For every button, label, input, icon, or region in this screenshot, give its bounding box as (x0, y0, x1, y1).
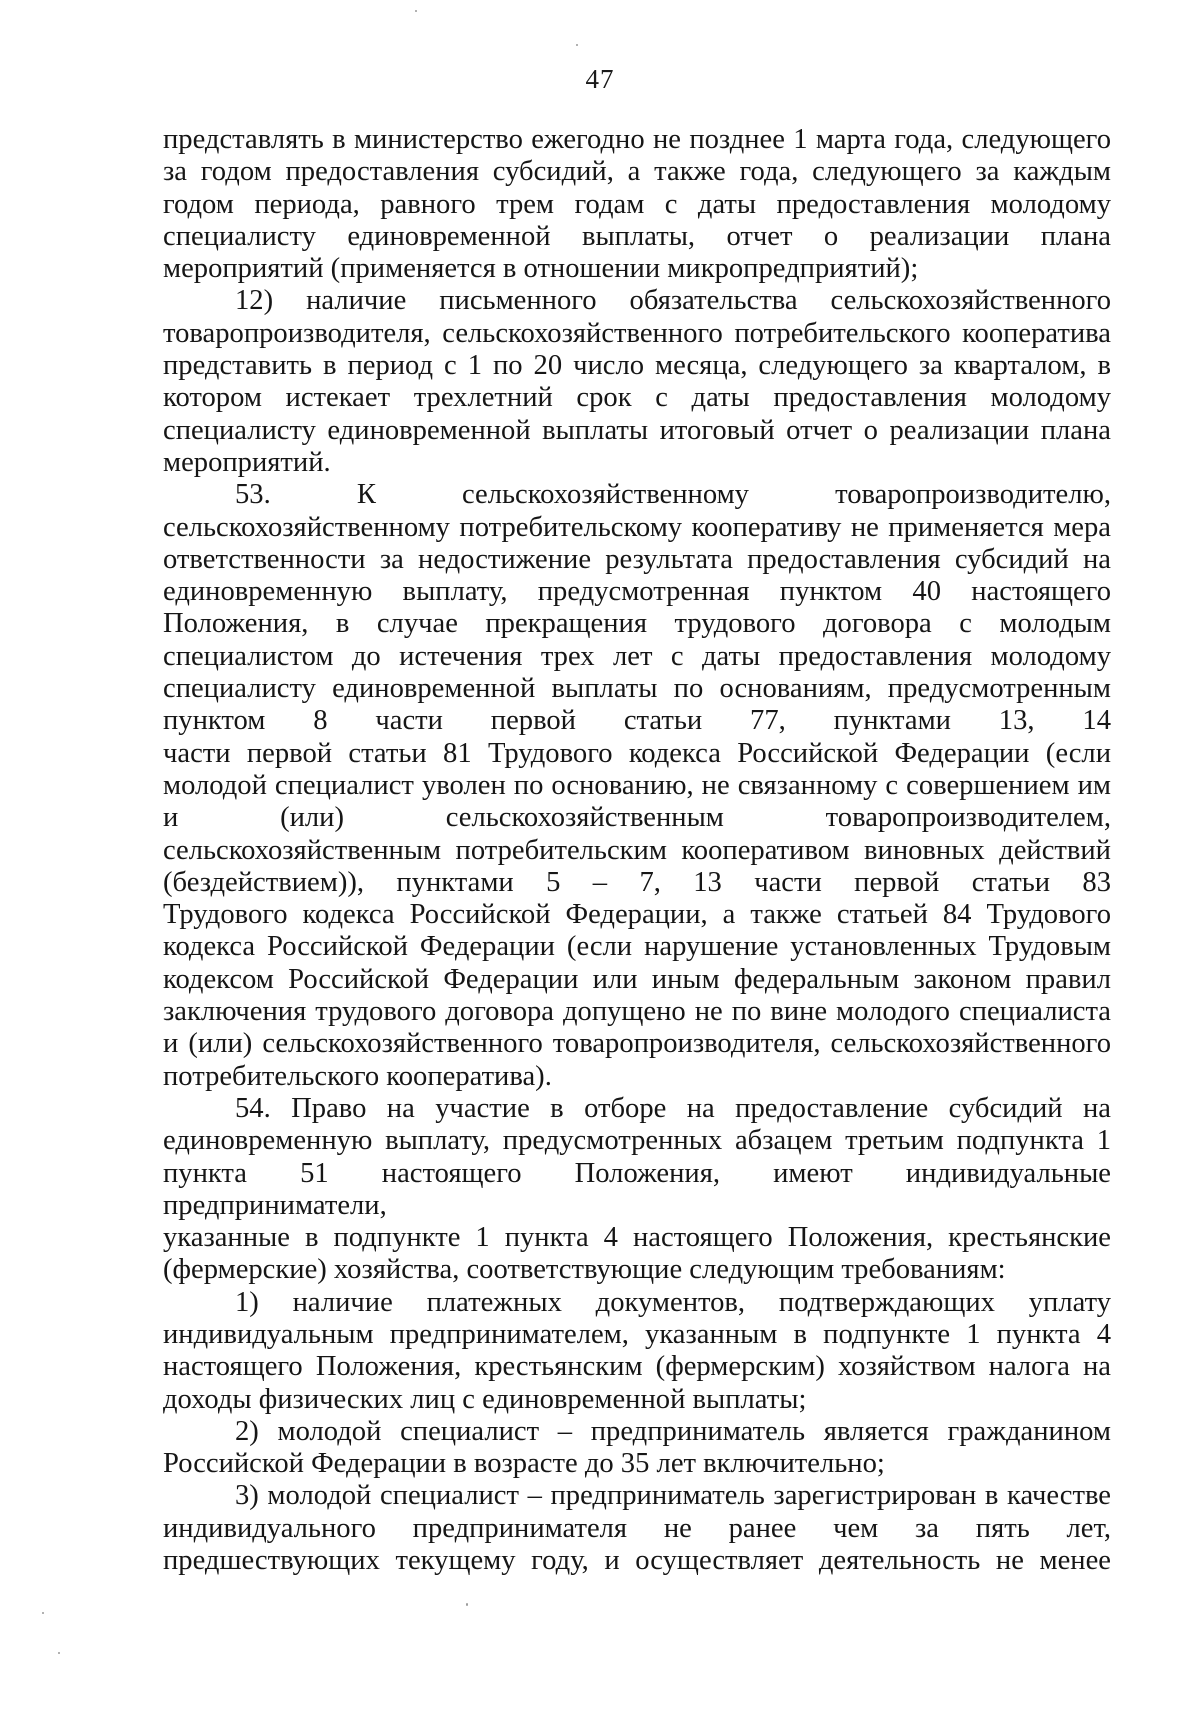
text-line: сельскохозяйственному потребительскому кооперативу не применяется мера (163, 511, 1111, 543)
text-line: котором истекает трехлетний срок с даты предоставления молодому (163, 382, 1111, 414)
paragraph-item-2 (163, 1416, 1111, 1481)
scan-speck (466, 1603, 468, 1606)
text-line: и (или) сельскохозяйственного товаропроизводителя, сельскохозяйственного (163, 1028, 1111, 1060)
text-line: 1) наличие платежных документов, подтверждающих уплату (235, 1286, 1111, 1318)
scan-speck (576, 44, 578, 46)
text-line: кодексом Российской Федерации или иным федеральным законом правил (163, 963, 1111, 995)
text-line: представлять в министерство ежегодно не позднее 1 марта года, следующего (163, 124, 1111, 155)
text-line: предшествующих текущему году, и осуществляет деятельность не менее (163, 1545, 1111, 1577)
text-line: Трудового кодекса Российской Федерации, а также статьей 84 Трудового (163, 899, 1111, 931)
text-line: специалисту единовременной выплаты по основаниям, предусмотренным (163, 673, 1111, 705)
paragraph-item-12 (163, 285, 1111, 479)
text-line: специалистом до истечения трех лет с даты предоставления молодому (163, 640, 1111, 672)
text-line: представить в период с 1 по 20 число месяца, следующего за кварталом, в (163, 350, 1111, 382)
scan-speck (415, 10, 417, 12)
text-line: индивидуальным предпринимателем, указанным в подпункте 1 пункта 4 (163, 1318, 1111, 1350)
text-line: годом периода, равного трем годам с даты предоставления молодому (163, 188, 1111, 220)
paragraph-clause-54 (163, 1093, 1111, 1287)
text-line: за годом предоставления субсидий, а также года, следующего за каждым (163, 156, 1111, 188)
text-line: 12) наличие письменного обязательства сельскохозяйственного (235, 285, 1111, 317)
page-number: 47 (585, 64, 615, 94)
text-line: пунктом 8 части первой статьи 77, пунктами 13, 14 (163, 705, 1111, 737)
text-line: мероприятий (применяется в отношении микропредприятий); (163, 253, 919, 285)
text-line: мероприятий. (163, 446, 331, 478)
document-body (163, 124, 1111, 1577)
text-line: ответственности за недостижение результата предоставления субсидий на (163, 543, 1111, 575)
scan-speck (58, 1652, 60, 1654)
text-line: единовременную выплату, предусмотренных абзацем третьим подпункта 1 (163, 1125, 1111, 1157)
text-line: потребительского кооператива). (163, 1060, 552, 1092)
text-line: Российской Федерации в возрасте до 35 лет включительно; (163, 1448, 885, 1480)
text-line: заключения трудового договора допущено не по вине молодого специалиста (163, 996, 1111, 1028)
text-line: и (или) сельскохозяйственным товаропроизводителем, (163, 802, 1111, 834)
text-line: молодой специалист уволен по основанию, не связанному с совершением им (163, 769, 1111, 801)
text-line: указанные в подпункте 1 пункта 4 настоящего Положения, крестьянские (163, 1222, 1111, 1254)
paragraph-continuation (163, 124, 1111, 285)
paragraph-item-1 (163, 1287, 1111, 1416)
text-line: доходы физических лиц с единовременной выплаты; (163, 1383, 807, 1415)
text-line: настоящего Положения, крестьянским (фермерским) хозяйством налога на (163, 1351, 1111, 1383)
text-line: 53. К сельскохозяйственному товаропроизводителю, (235, 479, 1111, 511)
text-line: товаропроизводителя, сельскохозяйственного потребительского кооператива (163, 317, 1111, 349)
text-line: 2) молодой специалист – предприниматель является гражданином (235, 1415, 1111, 1447)
text-line: части первой статьи 81 Трудового кодекса Российской Федерации (если (163, 737, 1111, 769)
text-line: 3) молодой специалист – предприниматель зарегистрирован в качестве (235, 1480, 1111, 1512)
text-line: кодекса Российской Федерации (если нарушение установленных Трудовым (163, 931, 1111, 963)
text-line: специалисту единовременной выплаты итоговый отчет о реализации плана (163, 414, 1111, 446)
text-line: специалисту единовременной выплаты, отчет о реализации плана (163, 220, 1111, 252)
text-line: 54. Право на участие в отборе на предоставление субсидий на (235, 1092, 1111, 1124)
text-line: сельскохозяйственным потребительским кооперативом виновных действий (163, 834, 1111, 866)
scan-speck (42, 1612, 44, 1614)
paragraph-item-3 (163, 1480, 1111, 1577)
text-line: (фермерские) хозяйства, соответствующие следующим требованиям: (163, 1254, 1006, 1286)
text-line: индивидуального предпринимателя не ранее чем за пять лет, (163, 1512, 1111, 1544)
text-line: (бездействием)), пунктами 5 – 7, 13 части первой статьи 83 (163, 866, 1111, 898)
paragraph-clause-53 (163, 479, 1111, 1093)
text-line: пункта 51 настоящего Положения, имеют индивидуальные предприниматели, (163, 1157, 1111, 1221)
text-line: Положения, в случае прекращения трудового договора с молодым (163, 608, 1111, 640)
text-line: единовременную выплату, предусмотренная пунктом 40 настоящего (163, 576, 1111, 608)
